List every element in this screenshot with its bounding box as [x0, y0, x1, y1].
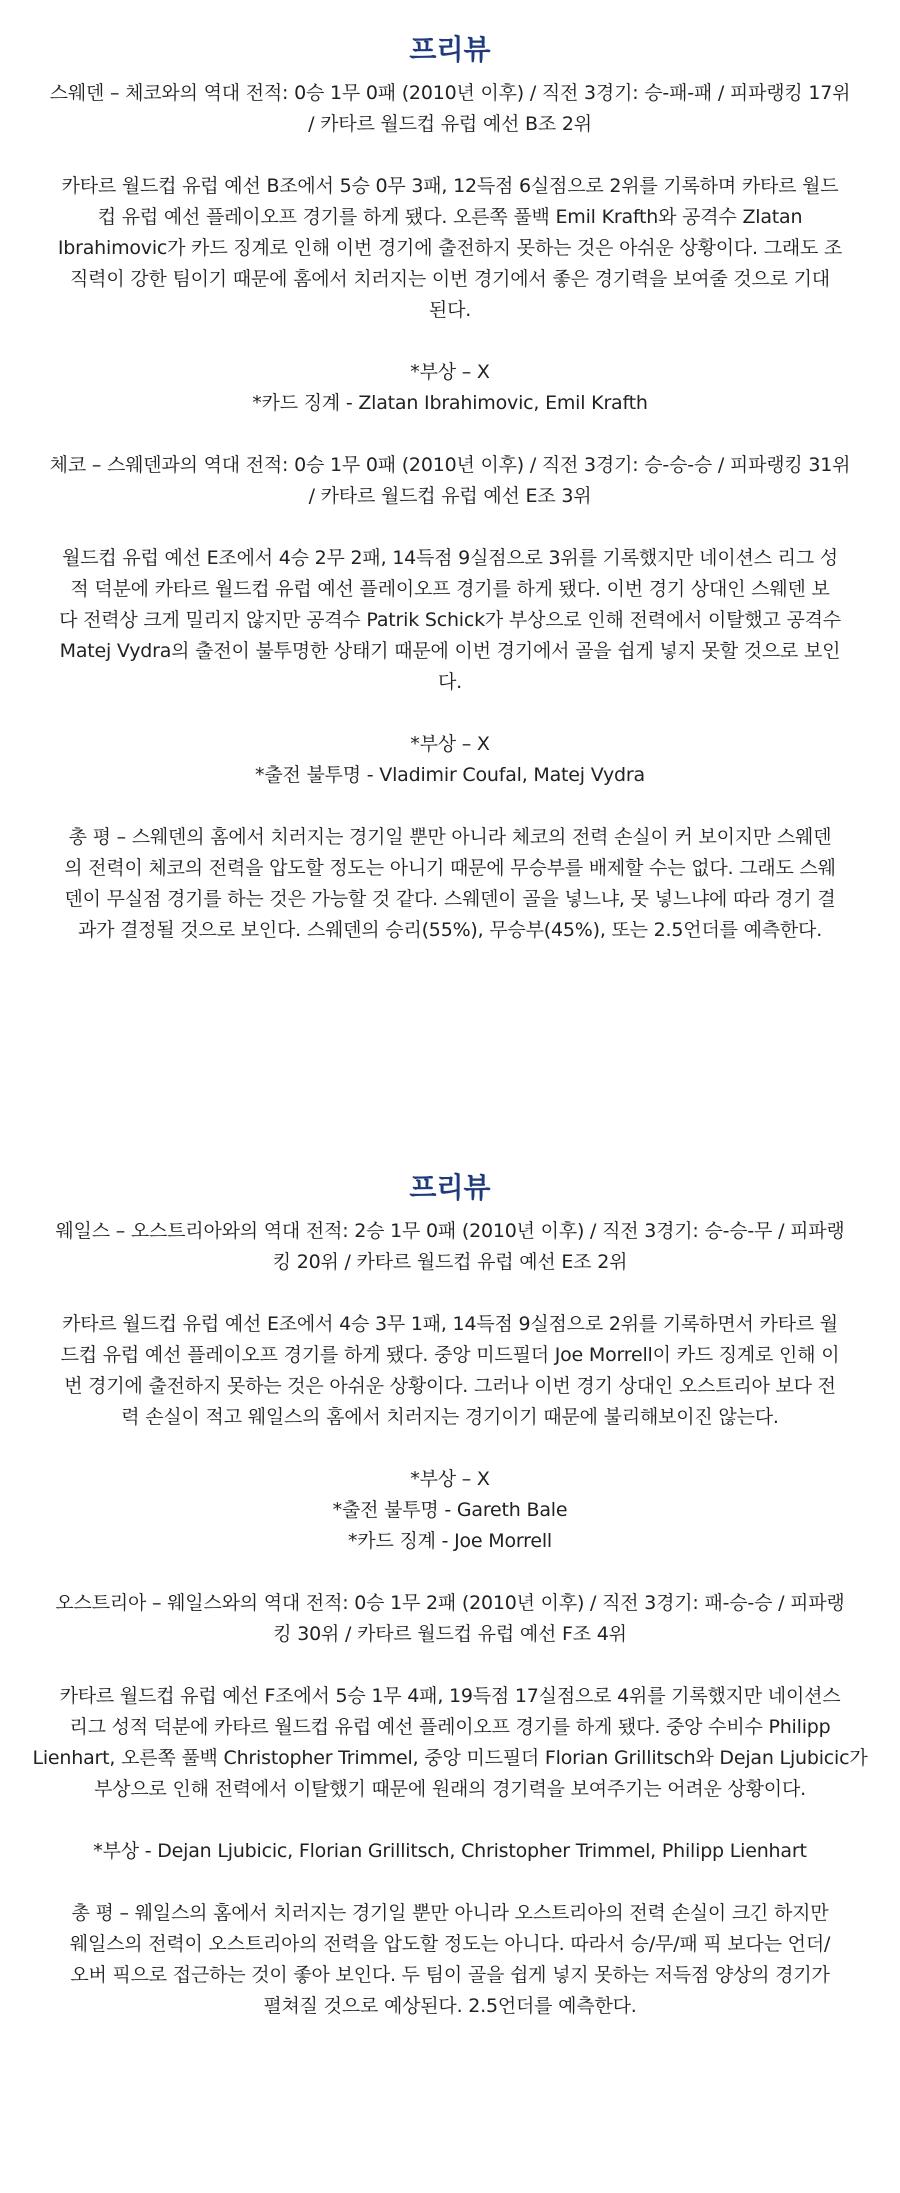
czech-absence-paragraph [18, 729, 882, 791]
wales-absence-paragraph [18, 1464, 882, 1557]
text-line: 웨일스 – 오스트리아와의 역대 전적: 2승 1무 0패 (2010년 이후) / 직전 3경기: 승-승-무 / 피파랭 [55, 1220, 845, 1242]
summary-paragraph [18, 822, 882, 946]
wales-record-paragraph [18, 1216, 882, 1278]
text-line: 부상으로 인해 전력에서 이탈했기 때문에 원래의 경기력을 보여주기는 어려운 상황이다. [94, 1778, 806, 1800]
text-line: 카타르 월드컵 유럽 예선 E조에서 4승 3무 1패, 14득점 9실점으로 2위를 기록하면서 카타르 월 [62, 1313, 838, 1335]
text-line: 체코 – 스웨덴과의 역대 전적: 0승 1무 0패 (2010년 이후) / 직전 3경기: 승-승-승 / 피파랭킹 31위 [49, 454, 851, 476]
text-line: 킹 20위 / 카타르 월드컵 유럽 예선 E조 2위 [272, 1251, 628, 1273]
wales-analysis-paragraph [18, 1309, 882, 1433]
text-line: 리그 성적 덕분에 카타르 월드컵 유럽 예선 플레이오프 경기를 하게 됐다. 중앙 수비수 Philipp [69, 1716, 831, 1738]
text-line: 카타르 월드컵 유럽 예선 B조에서 5승 0무 3패, 12득점 6실점으로 2위를 기록하며 카타르 월드 [61, 175, 839, 197]
text-line: 스웨덴 – 체코와의 역대 전적: 0승 1무 0패 (2010년 이후) / 직전 3경기: 승-패-패 / 피파랭킹 17위 [49, 82, 851, 104]
text-line: 월드컵 유럽 예선 E조에서 4승 2무 2패, 14득점 9실점으로 3위를 기록했지만 네이션스 리그 성 [62, 547, 838, 569]
austria-absence-paragraph [18, 1836, 882, 1867]
text-line: 력 손실이 적고 웨일스의 홈에서 치러지는 경기이기 때문에 불리해보이진 않는다. [121, 1406, 779, 1428]
text-line: Matej Vydra의 출전이 불투명한 상태기 때문에 이번 경기에서 골을 쉽게 넣지 못할 것으로 보인 [59, 640, 841, 662]
text-line: 드컵 유럽 예선 플레이오프 경기를 하게 됐다. 중앙 미드필더 Joe Morrell이 카드 징계로 인해 이 [60, 1344, 840, 1366]
text-line: 된다. [428, 299, 472, 321]
section-title: 프리뷰 [409, 1171, 491, 1204]
text-line: Lienhart, 오른쪽 풀백 Christopher Trimmel, 중앙 미드필더 Florian Grillitsch와 Dejan Ljubicic가 [32, 1747, 868, 1769]
text-line: 웨일스의 전력이 오스트리아의 전력을 압도할 정도는 아니다. 따라서 승/무/패 픽 보다는 언더/ [69, 1933, 831, 1955]
austria-record-paragraph [18, 1588, 882, 1650]
sweden-record-paragraph [18, 78, 882, 140]
czech-record-paragraph [18, 450, 882, 512]
preview-section-1 [18, 30, 882, 946]
sweden-absence-paragraph [18, 357, 882, 419]
text-line: 카타르 월드컵 유럽 예선 F조에서 5승 1무 4패, 19득점 17실점으로 4위를 기록했지만 네이션스 [59, 1685, 841, 1707]
summary-paragraph [18, 1898, 882, 2022]
text-line: / 카타르 월드컵 유럽 예선 E조 3위 [308, 485, 592, 507]
text-line: 오버 픽으로 접근하는 것이 좋아 보인다. 두 팀이 골을 쉽게 넣지 못하는 저득점 양상의 경기가 [70, 1964, 830, 1986]
text-line: *출전 불투명 - Gareth Bale [332, 1499, 568, 1521]
text-line: 의 전력이 체코의 전력을 압도할 정도는 아니기 때문에 무승부를 배제할 수는 없다. 그래도 스웨 [64, 857, 836, 879]
text-line: 직력이 강한 팀이기 때문에 홈에서 치러지는 이번 경기에서 좋은 경기력을 보여줄 것으로 기대 [70, 268, 830, 290]
text-line: 적 덕분에 카타르 월드컵 유럽 예선 플레이오프 경기를 하게 됐다. 이번 경기 상대인 스웨덴 보 [70, 578, 830, 600]
text-line: *부상 – X [410, 1468, 490, 1490]
text-line: 컵 유럽 예선 플레이오프 경기를 하게 됐다. 오른쪽 풀백 Emil Krafth와 공격수 Zlatan [97, 206, 803, 228]
preview-section-2 [18, 1168, 882, 2022]
text-line: *부상 - Dejan Ljubicic, Florian Grillitsch, Christopher Trimmel, Philipp Lienhart [93, 1840, 807, 1862]
page [0, 30, 900, 2022]
text-line: 다. [438, 671, 462, 693]
text-line: 덴이 무실점 경기를 하는 것은 가능할 것 같다. 스웨덴이 골을 넣느냐, 못 넣느냐에 따라 경기 결 [64, 888, 836, 910]
text-line: / 카타르 월드컵 유럽 예선 B조 2위 [308, 113, 592, 135]
text-line: 총 평 – 스웨덴의 홈에서 치러지는 경기일 뿐만 아니라 체코의 전력 손실이 커 보이지만 스웨덴 [68, 826, 832, 848]
text-line: 다 전력상 크게 밀리지 않지만 공격수 Patrik Schick가 부상으로 인해 전력에서 이탈했고 공격수 [59, 609, 841, 631]
text-line: 킹 30위 / 카타르 월드컵 유럽 예선 F조 4위 [273, 1623, 627, 1645]
text-line: *카드 징계 - Zlatan Ibrahimovic, Emil Krafth [252, 392, 648, 414]
text-line: 번 경기에 출전하지 못하는 것은 아쉬운 상황이다. 그러나 이번 경기 상대인 오스트리아 보다 전 [64, 1375, 836, 1397]
text-line: 총 평 – 웨일스의 홈에서 치러지는 경기일 뿐만 아니라 오스트리아의 전력 손실이 크긴 하지만 [71, 1902, 829, 1924]
text-line: 오스트리아 – 웨일스와의 역대 전적: 0승 1무 2패 (2010년 이후) / 직전 3경기: 패-승-승 / 피파랭 [55, 1592, 845, 1614]
text-line: 펼쳐질 것으로 예상된다. 2.5언더를 예측한다. [263, 1995, 637, 2017]
text-line: *부상 – X [410, 361, 490, 383]
text-line: *카드 징계 - Joe Morrell [348, 1530, 552, 1552]
text-line: 과가 결정될 것으로 보인다. 스웨덴의 승리(55%), 무승부(45%), 또는 2.5언더를 예측한다. [77, 919, 823, 941]
sweden-analysis-paragraph [18, 171, 882, 326]
austria-analysis-paragraph [18, 1681, 882, 1805]
czech-analysis-paragraph [18, 543, 882, 698]
text-line: *부상 – X [410, 733, 490, 755]
text-line: Ibrahimovic가 카드 징계로 인해 이번 경기에 출전하지 못하는 것은 아쉬운 상황이다. 그래도 조 [57, 237, 843, 259]
text-line: *출전 불투명 - Vladimir Coufal, Matej Vydra [255, 764, 645, 786]
section-title: 프리뷰 [409, 33, 491, 66]
